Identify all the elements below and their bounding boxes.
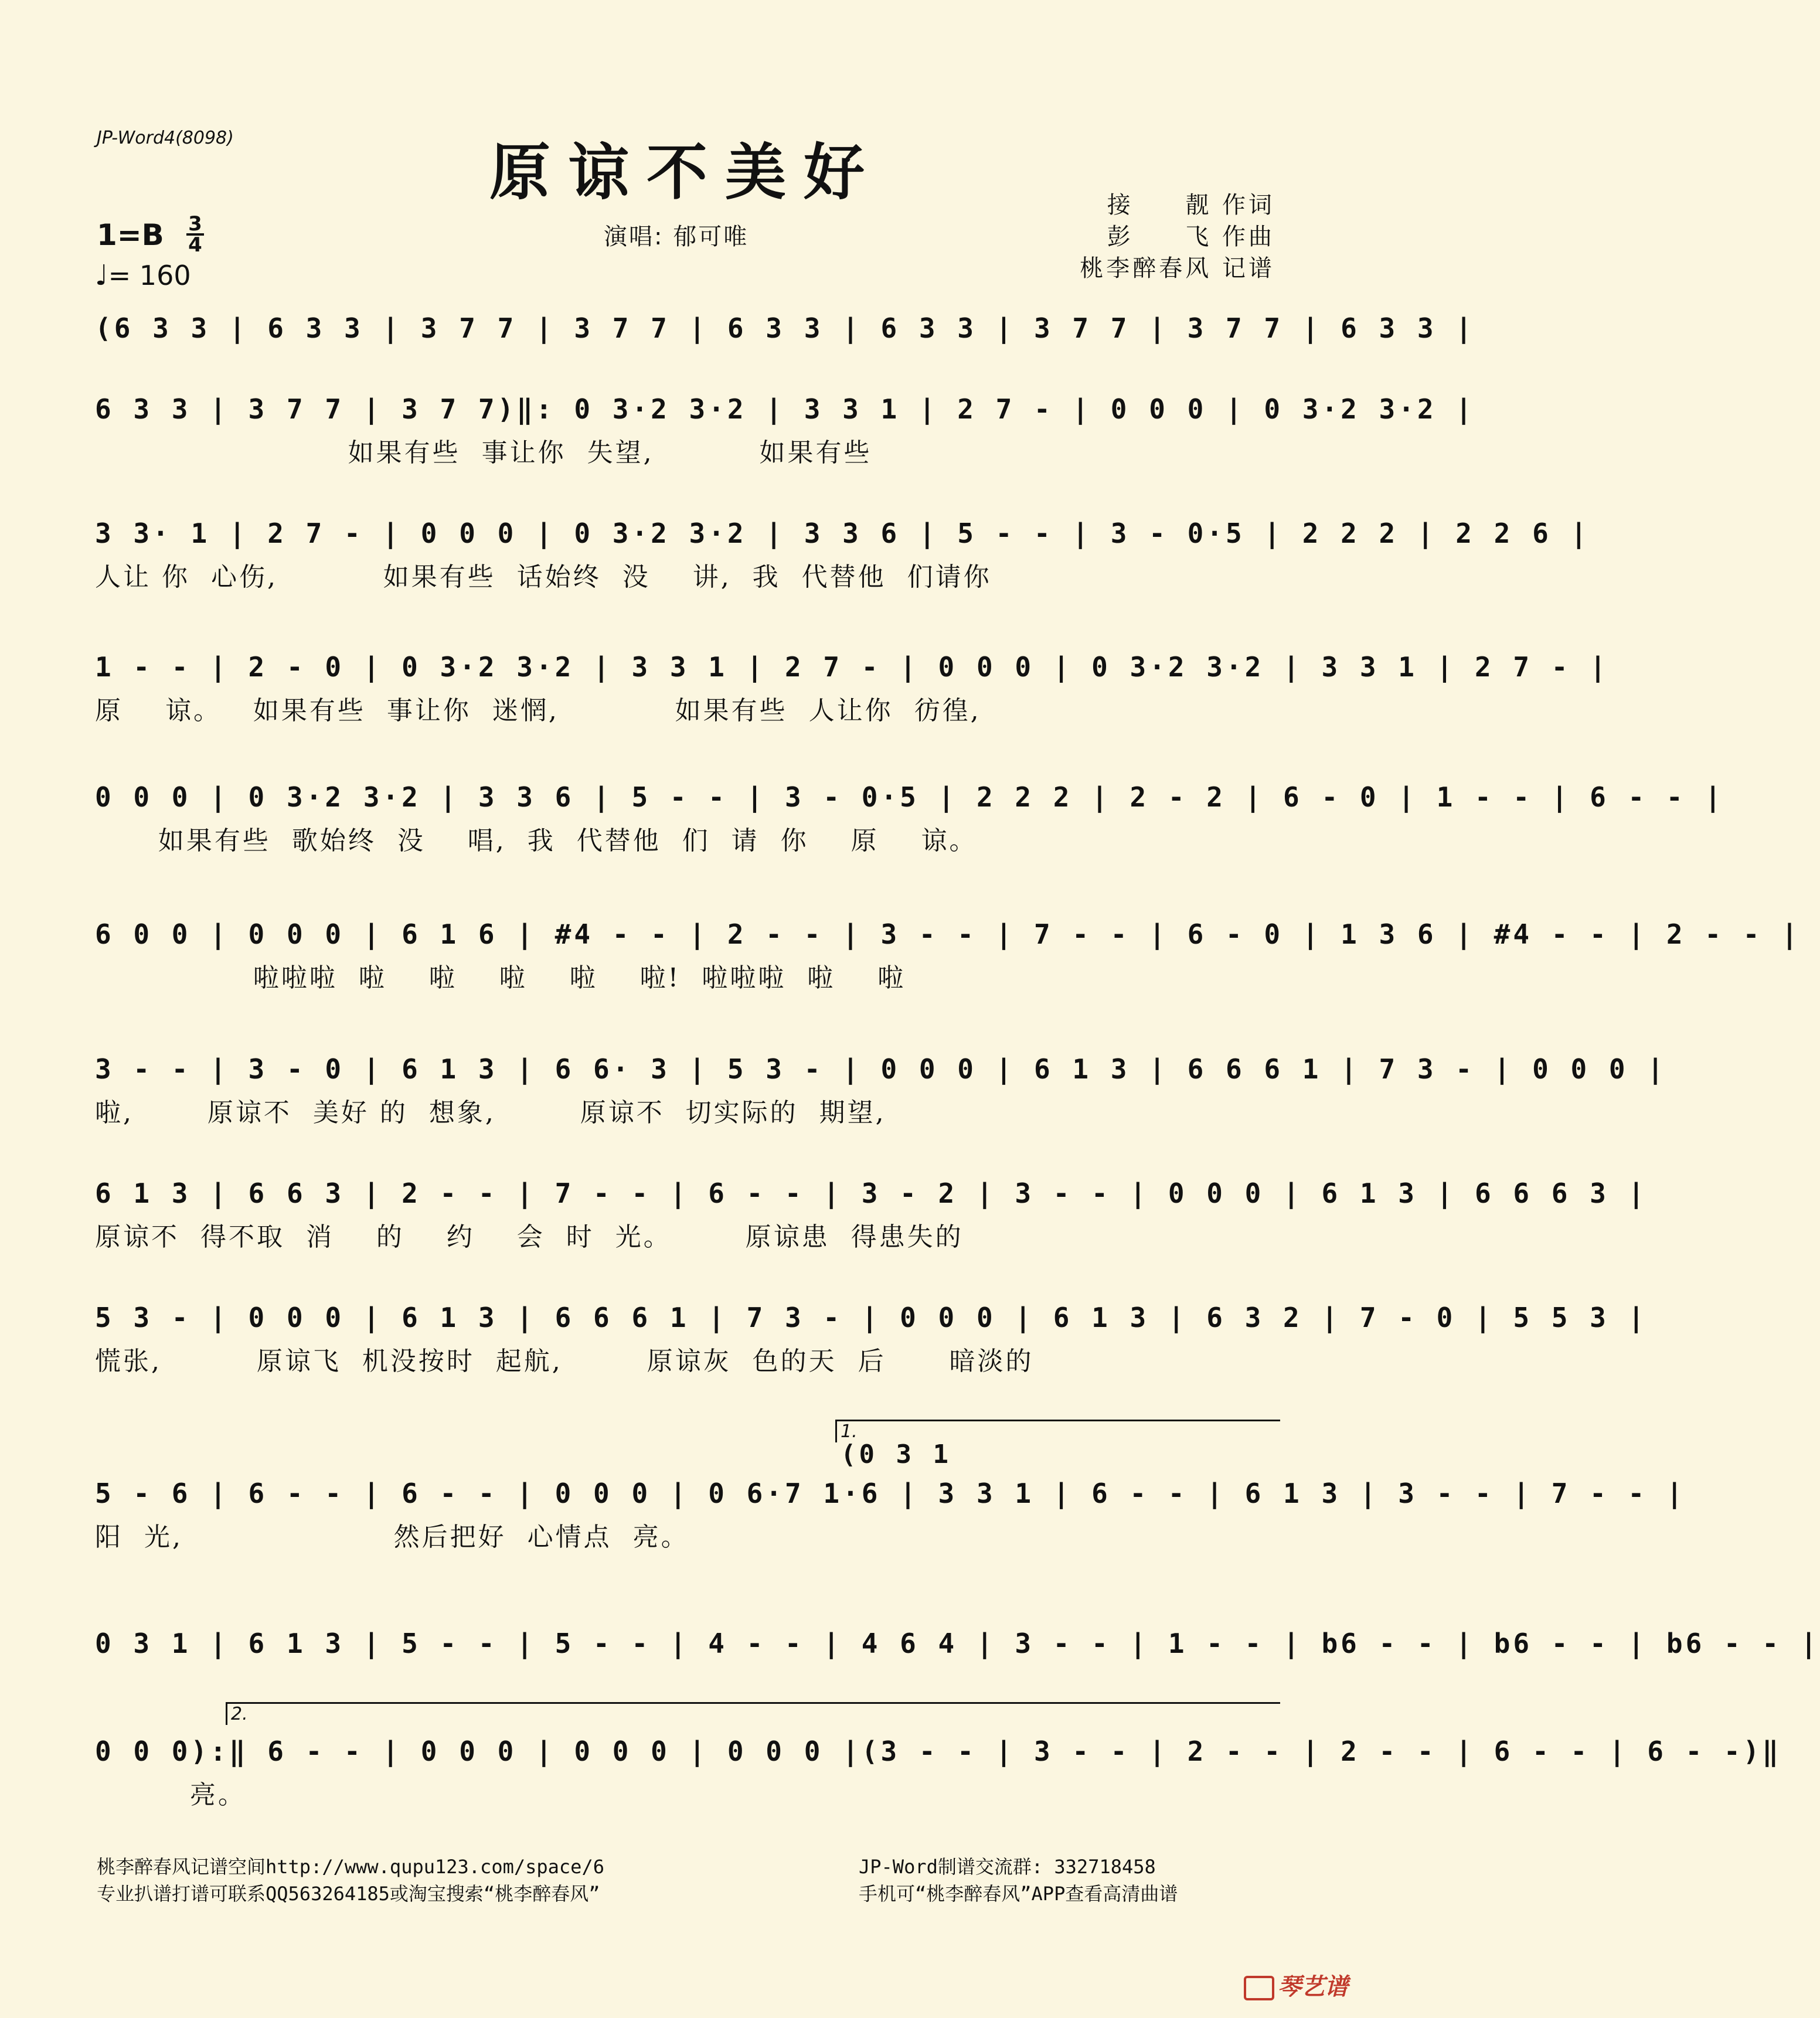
volta-1-notes: (0 3 1 — [841, 1440, 951, 1469]
watermark-text: 琴艺谱 — [1278, 1973, 1348, 2000]
lyricist-credit: 接 靓 作词 — [1107, 192, 1275, 219]
quarter-note-icon: ♩ — [95, 259, 108, 292]
second-ending-bracket — [226, 1702, 1280, 1725]
footer-contact: 专业扒谱打谱可联系QQ563264185或淘宝搜索“桃李醉春风” — [97, 1883, 600, 1905]
singer-credit: 演唱: 郁可唯 — [604, 223, 749, 250]
score-system-4 — [95, 649, 1609, 728]
notes-line: 3 - - | 3 - 0 | 6 1 3 | 6 6· 3 | 5 3 - | 0 0 0 | 6 1 3 | 6 6 6 1 | 7 3 - | 0 0 0 | — [95, 1053, 1666, 1085]
logo-icon — [1244, 1976, 1274, 2000]
score-system-9 — [95, 1300, 1648, 1379]
notes-line: 0 0 0):‖ 6 - - | 0 0 0 | 0 0 0 | 0 0 0 |(3 - - | 3 - - | 2 - - | 2 - - | 6 - - | 6 - -)‖ — [95, 1735, 1782, 1767]
lyrics-line: 啦啦啦 啦 啦 啦 啦 啦! 啦啦啦 啦 啦 — [95, 963, 906, 993]
footer-app: 手机可“桃李醉春风”APP查看高清曲谱 — [859, 1883, 1178, 1905]
first-ending-bracket — [835, 1420, 1280, 1469]
lyrics-line: 亮。 — [95, 1780, 246, 1810]
notes-line: (6 3 3 | 6 3 3 | 3 7 7 | 3 7 7 | 6 3 3 | 6 3 3 | 3 7 7 | 3 7 7 | 6 3 3 | — [95, 312, 1475, 344]
score-system-3 — [95, 516, 1590, 594]
site-watermark — [1244, 1968, 1348, 2002]
score-system-12 — [95, 1734, 1782, 1812]
notes-line: 6 1 3 | 6 6 3 | 2 - - | 7 - - | 6 - - | 3 - 2 | 3 - - | 0 0 0 | 6 1 3 | 6 6 6 3 | — [95, 1178, 1648, 1209]
notes-line: 6 0 0 | 0 0 0 | 6 1 6 | #4 - - | 2 - - | 3 - - | 7 - - | 6 - 0 | 1 3 6 | #4 - - | 2 - - | — [95, 918, 1801, 950]
tempo-value: = 160 — [108, 260, 191, 291]
volta-1-label: 1. — [841, 1421, 858, 1442]
notes-line: 1 - - | 2 - 0 | 0 3·2 3·2 | 3 3 1 | 2 7 - | 0 0 0 | 0 3·2 3·2 | 3 3 1 | 2 7 - | — [95, 651, 1609, 683]
notes-line: 6 3 3 | 3 7 7 | 3 7 7)‖: 0 3·2 3·2 | 3 3 1 | 2 7 - | 0 0 0 | 0 3·2 3·2 | — [95, 393, 1475, 425]
notes-line: 0 0 0 | 0 3·2 3·2 | 3 3 6 | 5 - - | 3 - 0·5 | 2 2 2 | 2 - 2 | 6 - 0 | 1 - - | 6 - - | — [95, 781, 1724, 813]
lyrics-line: 慌张, 原谅飞 机没按时 起航, 原谅灰 色的天 后 暗淡的 — [95, 1346, 1034, 1376]
notes-line: 0 3 1 | 6 1 3 | 5 - - | 5 - - | 4 - - | 4 6 4 | 3 - - | 1 - - | b6 - - | b6 - - | b6 - - | — [95, 1628, 1820, 1659]
footer-website: 桃李醉春风记谱空间http://www.qupu123.com/space/6 — [97, 1856, 604, 1878]
lyrics-line: 原 谅。 如果有些 事让你 迷惘, 如果有些 人让你 彷徨, — [95, 696, 981, 726]
time-top: 3 — [186, 215, 204, 236]
lyrics-line: 如果有些 事让你 失望, 如果有些 — [95, 438, 872, 468]
score-system-1 — [95, 311, 1475, 355]
notes-line: 5 3 - | 0 0 0 | 6 1 3 | 6 6 6 1 | 7 3 - | 0 0 0 | 6 1 3 | 6 3 2 | 7 - 0 | 5 5 3 | — [95, 1302, 1648, 1333]
time-bottom: 4 — [188, 233, 202, 257]
score-system-6 — [95, 917, 1801, 995]
lyrics-line: 啦, 原谅不 美好 的 想象, 原谅不 切实际的 期望, — [95, 1098, 886, 1128]
score-system-11 — [95, 1626, 1820, 1670]
lyrics-line: 原谅不 得不取 消 的 约 会 时 光。 原谅患 得患失的 — [95, 1222, 964, 1252]
composer-credit: 彭 飞 作曲 — [1107, 223, 1275, 250]
score-system-5 — [95, 780, 1724, 858]
score-system-7 — [95, 1051, 1666, 1130]
software-label: JP-Word4(8098) — [97, 128, 234, 148]
score-system-2 — [95, 392, 1475, 470]
score-system-8 — [95, 1176, 1648, 1254]
notes-line: 5 - 6 | 6 - - | 6 - - | 0 0 0 | 0 6·7 1·6 | 3 3 1 | 6 - - | 6 1 3 | 3 - - | 7 - - | — [95, 1478, 1686, 1509]
time-signature — [186, 212, 204, 257]
footer-group: JP-Word制谱交流群: 332718458 — [859, 1856, 1156, 1878]
tempo-marking — [95, 259, 191, 292]
notes-line: 3 3· 1 | 2 7 - | 0 0 0 | 0 3·2 3·2 | 3 3 6 | 5 - - | 3 - 0·5 | 2 2 2 | 2 2 6 | — [95, 518, 1590, 549]
lyrics-line: 如果有些 歌始终 没 唱, 我 代替他 们 请 你 原 谅。 — [95, 826, 978, 856]
lyrics-line: 阳 光, 然后把好 心情点 亮。 — [95, 1522, 689, 1552]
song-title: 原谅不美好 — [489, 136, 882, 208]
transcriber-credit: 桃李醉春风 记谱 — [1080, 255, 1275, 282]
volta-2-label: 2. — [231, 1704, 248, 1724]
lyrics-line: 人让 你 心伤, 如果有些 话始终 没 讲, 我 代替他 们请你 — [95, 562, 992, 592]
key-signature: 1=B — [97, 218, 164, 252]
score-system-10 — [95, 1476, 1686, 1554]
